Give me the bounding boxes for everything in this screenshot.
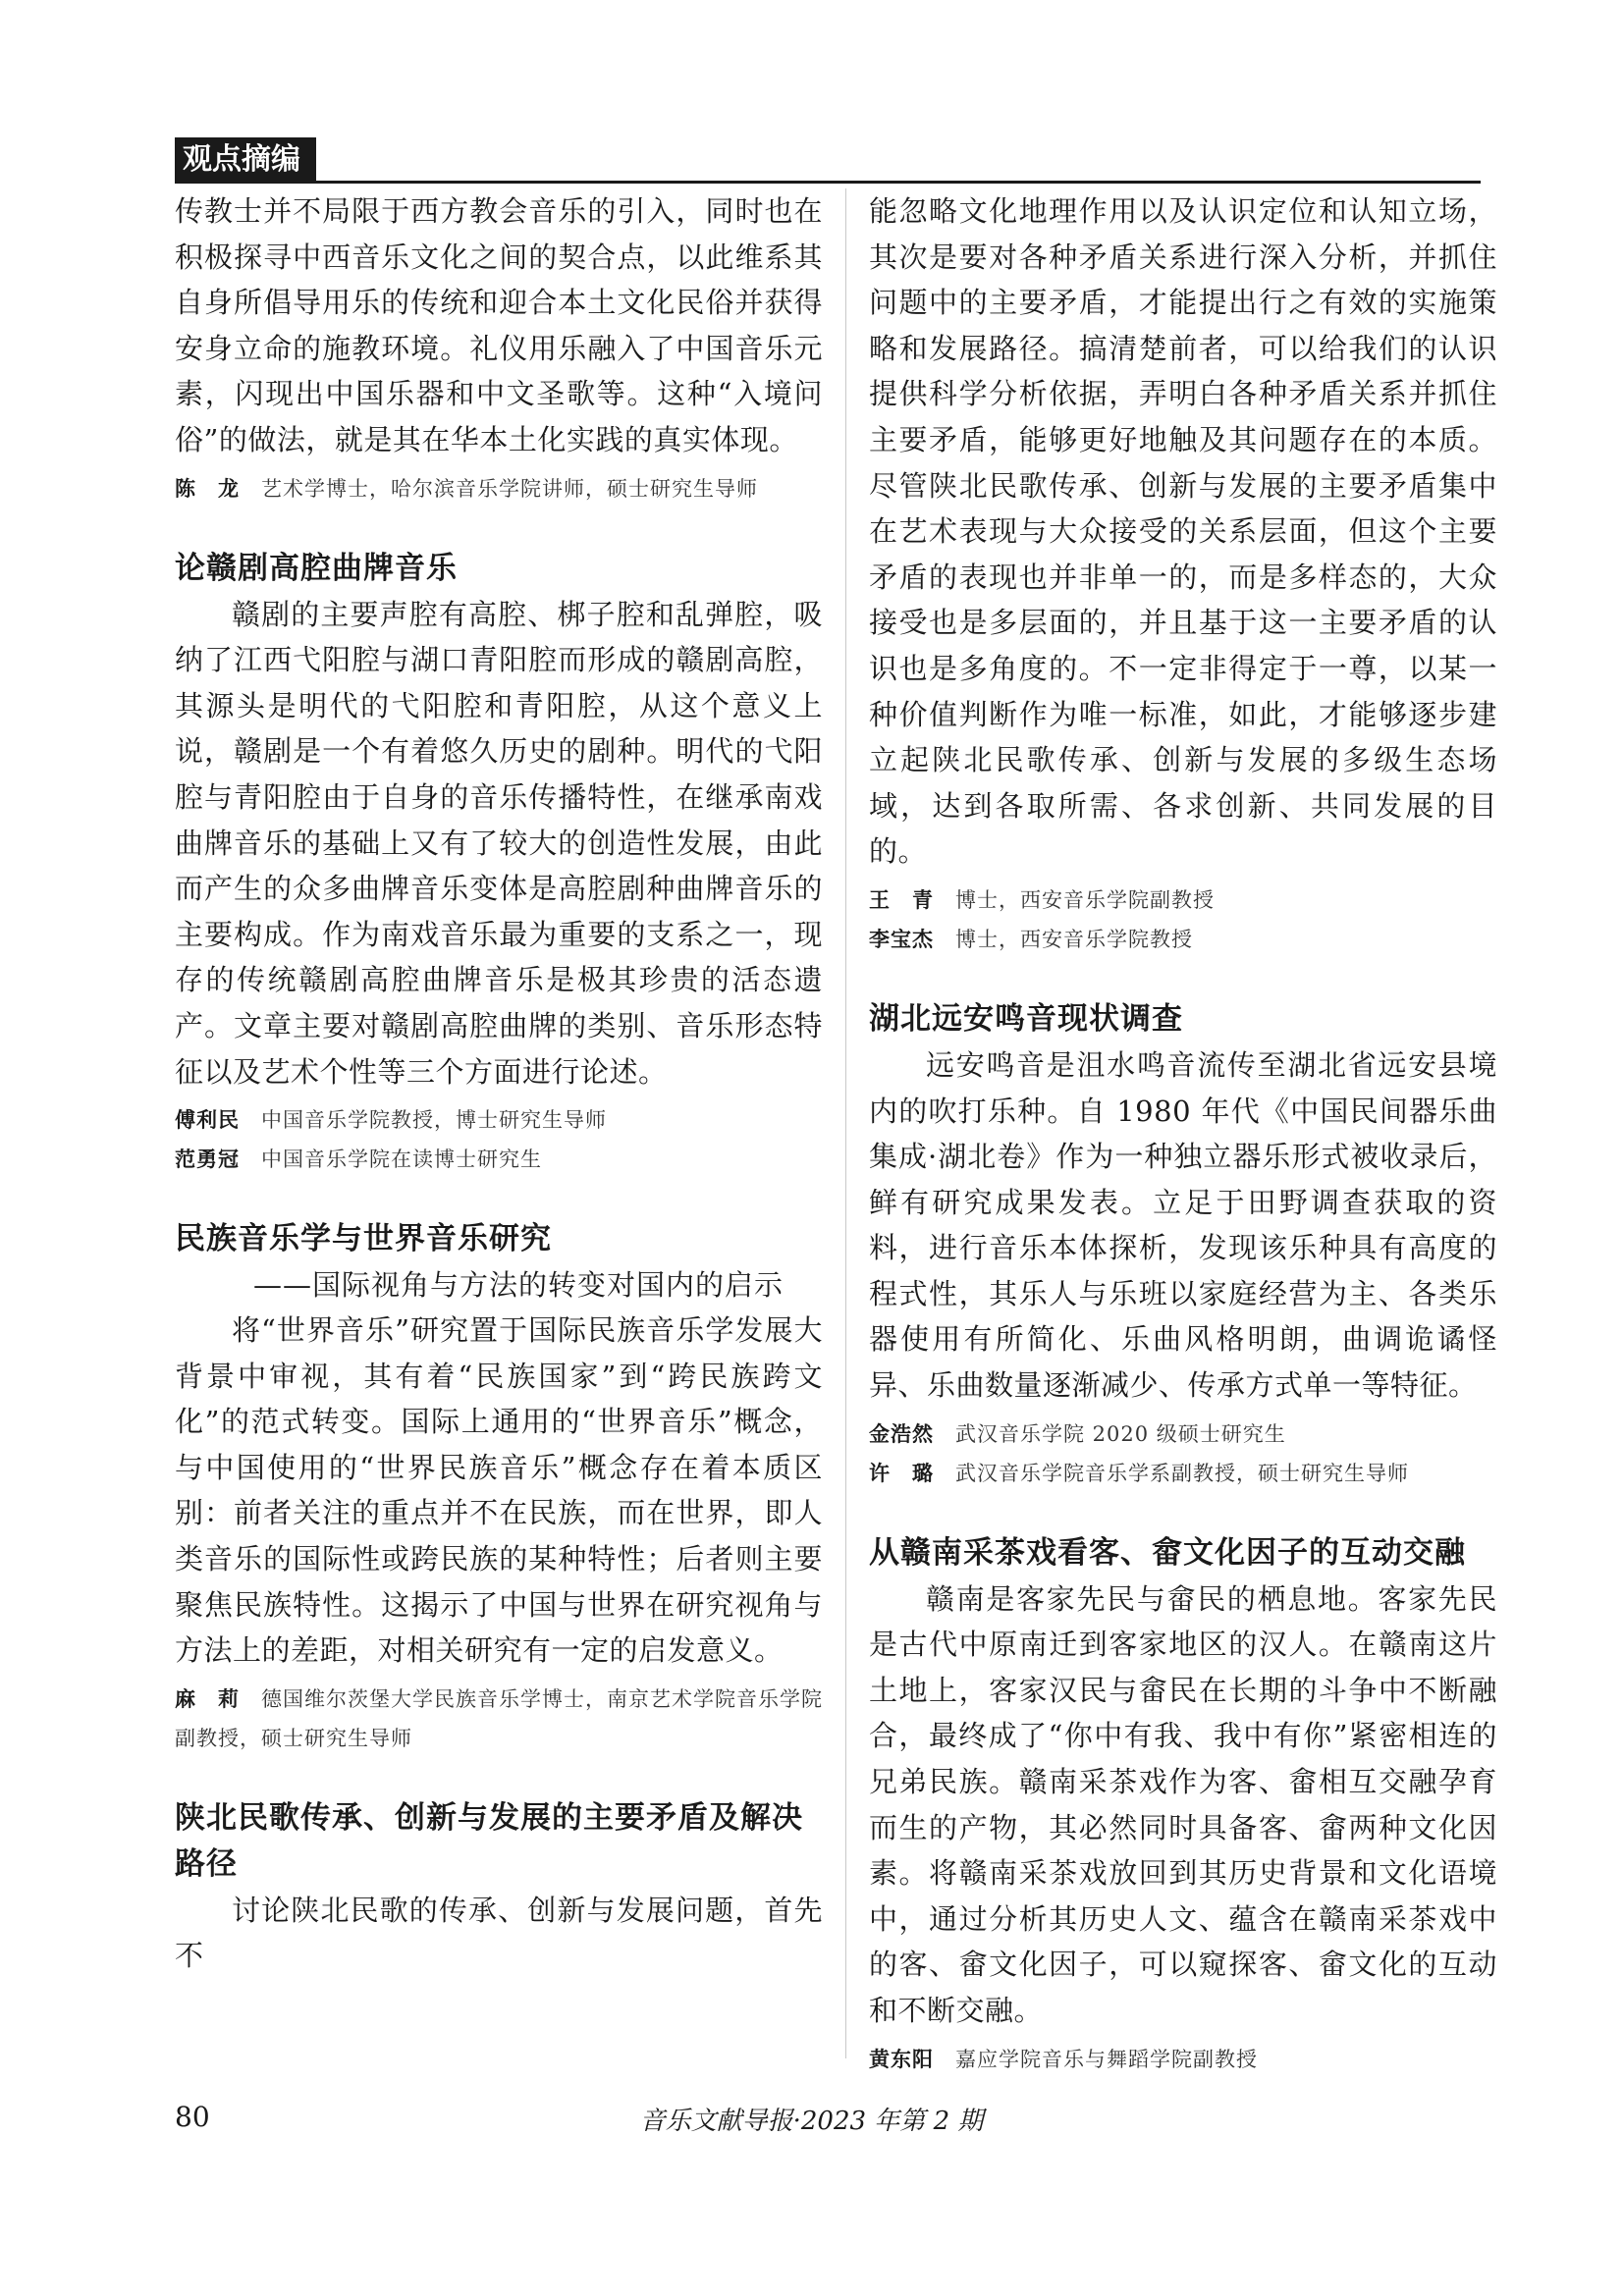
article-author: [869, 1454, 1497, 1493]
article-subtitle: ——国际视角与方法的转变对国内的启示: [253, 1268, 784, 1303]
author-info: 武汉音乐学院音乐学系副教授，硕士研究生导师: [955, 1461, 1409, 1485]
article-abstract: 讨论陕北民歌的传承、创新与发展问题，首先不: [175, 1893, 823, 1973]
author-name: 黄东阳: [869, 2047, 934, 2071]
article-abstract: 赣南是客家先民与畲民的栖息地。客家先民是古代中原南迁到客家地区的汉人。在赣南这片土地上，客家汉民与畲民在长期的斗争中不断融合，最终成了“你中有我、我中有你”紧密相连的兄弟民族。赣南采茶戏作为客、畲相互交融孕育而生的产物，其必然同时具备客、畲两种文化因素。将赣南采茶戏放回到其历史背景和文化语境中，通过分析其历史人文、蕴含在赣南采茶戏中的客、畲文化因子，可以窥探客、畲文化的互动和不断交融。: [869, 1581, 1497, 2027]
author-name: 王 青: [869, 887, 934, 912]
author-name: 傅利民: [175, 1108, 240, 1133]
author-info: 中国音乐学院在读博士研究生: [261, 1148, 542, 1172]
page-number: 80: [175, 2101, 210, 2133]
article-author: [869, 1415, 1497, 1454]
right-column: [869, 188, 1497, 2079]
article-author: [175, 1680, 823, 1758]
author-info: 德国维尔茨堡大学民族音乐学博士，南京艺术学院音乐学院副教授，硕士研究生导师: [175, 1686, 823, 1750]
article-title: 论赣剧高腔曲牌音乐: [175, 550, 458, 586]
author-name: 金浩然: [869, 1421, 934, 1446]
article-author: [869, 920, 1497, 959]
left-column: [175, 188, 823, 1979]
author-info: 博士，西安音乐学院教授: [955, 927, 1193, 951]
author-info: 嘉应学院音乐与舞蹈学院副教授: [955, 2047, 1258, 2071]
article-title: 陕北民歌传承、创新与发展的主要矛盾及解决路径: [175, 1799, 803, 1882]
author-name: 陈 龙: [175, 476, 240, 501]
article-abstract: 赣剧的主要声腔有高腔、梆子腔和乱弹腔，吸纳了江西弋阳腔与湖口青阳腔而形成的赣剧高腔，其源头是明代的弋阳腔和青阳腔，从这个意义上说，赣剧是一个有着悠久历史的剧种。明代的弋阳腔与青阳腔由于自身的音乐传播特性，在继承南戏曲牌音乐的基础上又有了较大的创造性发展，由此而产生的众多曲牌音乐变体是高腔剧种曲牌音乐的主要构成。作为南戏音乐最为重要的支系之一，现存的传统赣剧高腔曲牌音乐是极其珍贵的活态遗产。文章主要对赣剧高腔曲牌的类别、音乐形态特征以及艺术个性等三个方面进行论述。: [175, 597, 823, 1089]
article-abstract-continued: 能忽略文化地理作用以及认识定位和认知立场，其次是要对各种矛盾关系进行深入分析，并抓住问题中的主要矛盾，才能提出行之有效的实施策略和发展路径。搞清楚前者，可以给我们的认识提供科学分析依据，弄明白各种矛盾关系并抓住主要矛盾，能够更好地触及其问题存在的本质。尽管陕北民歌传承、创新与发展的主要矛盾集中在艺术表现与大众接受的关系层面，但这个主要矛盾的表现也并非单一的，而是多样态的，大众接受也是多层面的，并且基于这一主要矛盾的认识也是多角度的。不一定非得定于一尊，以某一种价值判断作为唯一标准，如此，才能够逐步建立起陕北民歌传承、创新与发展的多级生态场域，达到各取所需、各求创新、共同发展的目的。: [869, 194, 1497, 869]
intro-author: [175, 469, 823, 508]
author-info: 博士，西安音乐学院副教授: [955, 887, 1215, 912]
article-title: 民族音乐学与世界音乐研究: [175, 1221, 552, 1257]
article-author: [175, 1100, 823, 1140]
journal-footer: 音乐文献导报·2023 年第 2 期: [639, 2107, 984, 2136]
intro-paragraph: 传教士并不局限于西方教会音乐的引入，同时也在积极探寻中西音乐文化之间的契合点，以此维系其自身所倡导用乐的传统和迎合本土文化民俗并获得安身立命的施教环境。礼仪用乐融入了中国音乐元素，闪现出中国乐器和中文圣歌等。这种“入境问俗”的做法，就是其在华本土化实践的真实体现。: [175, 194, 823, 456]
author-info: 武汉音乐学院 2020 级硕士研究生: [955, 1421, 1286, 1446]
article-abstract: 将“世界音乐”研究置于国际民族音乐学发展大背景中审视，其有着“民族国家”到“跨民族跨文化”的范式转变。国际上通用的“世界音乐”概念，与中国使用的“世界民族音乐”概念存在着本质区别：前者关注的重点并不在民族，而在世界，即人类音乐的国际性或跨民族的某种特性；后者则主要聚焦民族特性。这揭示了中国与世界在研究视角与方法上的差距，对相关研究有一定的启发意义。: [175, 1313, 823, 1668]
section-tag: 观点摘编: [175, 137, 316, 183]
article-author: [869, 2040, 1497, 2079]
column-divider: [845, 188, 846, 2058]
article-author: [175, 1140, 823, 1179]
article-abstract: 远安鸣音是沮水鸣音流传至湖北省远安县境内的吹打乐种。自 1980 年代《中国民间器乐曲集成·湖北卷》作为一种独立器乐形式被收录后，鲜有研究成果发表。立足于田野调查获取的资料，进行音乐本体探析，发现该乐种具有高度的程式性，其乐人与乐班以家庭经营为主、各类乐器使用有所简化、乐曲风格明朗，曲调诡谲怪异、乐曲数量逐渐减少、传承方式单一等特征。: [869, 1047, 1497, 1403]
author-name: 范勇冠: [175, 1148, 240, 1172]
article-title: 湖北远安鸣音现状调查: [869, 1000, 1183, 1037]
author-name: 许 璐: [869, 1461, 934, 1485]
article-title: 从赣南采茶戏看客、畲文化因子的互动交融: [869, 1534, 1466, 1571]
header-rule: [175, 181, 1481, 184]
author-info: 中国音乐学院教授，博士研究生导师: [261, 1108, 607, 1133]
article-author: [869, 881, 1497, 920]
author-name: 麻 莉: [175, 1686, 240, 1711]
author-info: 艺术学博士，哈尔滨音乐学院讲师，硕士研究生导师: [261, 476, 758, 501]
author-name: 李宝杰: [869, 927, 934, 951]
